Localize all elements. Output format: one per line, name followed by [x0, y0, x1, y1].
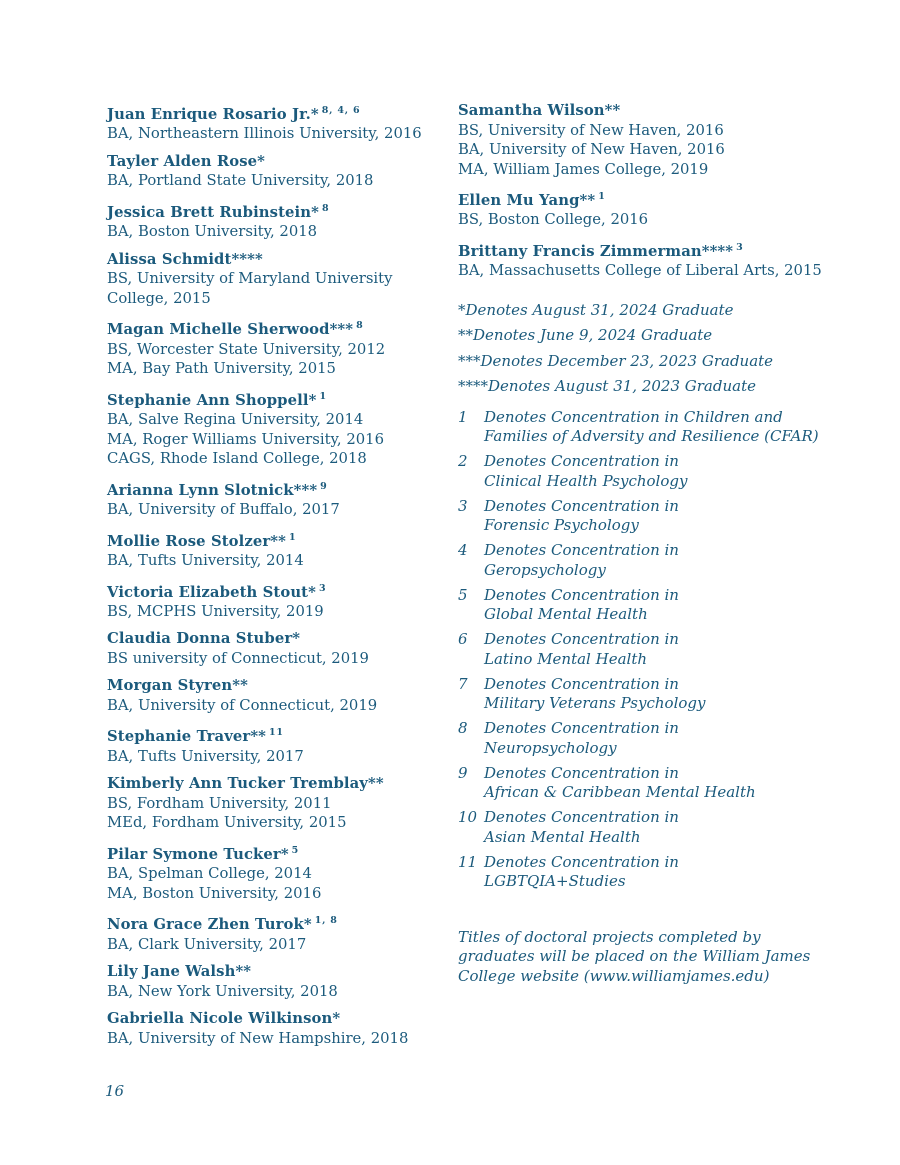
concentration-note-text [484, 675, 705, 714]
graduate-entry [107, 676, 452, 715]
concentration-note-number: 9 [458, 763, 468, 782]
graduate-name-text: Jessica Brett Rubinstein [107, 203, 312, 221]
concentration-note-line: Denotes Concentration in [484, 674, 679, 693]
graduate-note-numbers: 8 [356, 320, 364, 332]
graduate-name-text: Gabriella Nicole Wilkinson [107, 1010, 333, 1028]
concentration-note [458, 452, 888, 491]
date-note: ****Denotes August 31, 2023 Graduate [458, 377, 756, 396]
graduate-degree-line: CAGS, Rhode Island College, 2018 [107, 450, 367, 468]
graduate-degree-line: BS, University of Maryland University [107, 270, 393, 288]
concentration-note-text [484, 541, 679, 580]
graduate-entry [107, 1009, 452, 1048]
concentration-note-line: Asian Mental Health [484, 827, 641, 846]
graduate-name-text: Morgan Styren [107, 677, 233, 695]
graduate-name [458, 238, 888, 261]
concentration-note-text [484, 630, 679, 669]
graduate-degree-line: MA, Bay Path University, 2015 [107, 360, 336, 378]
concentration-note-line: Denotes Concentration in [484, 541, 679, 560]
graduate-name [107, 528, 452, 551]
concentration-note-number: 5 [458, 585, 468, 604]
graduate-name [107, 911, 452, 934]
graduate-name-text: Tayler Alden Rose [107, 152, 258, 170]
graduate-degree-line: BS, Boston College, 2016 [458, 211, 649, 229]
graduate-date-stars: ** [368, 775, 384, 793]
concentration-note-text [484, 719, 679, 758]
graduates-column-right [458, 101, 888, 281]
graduate-degree-line: MA, Roger Williams University, 2016 [107, 430, 384, 448]
graduate-name [107, 199, 452, 222]
concentration-note-line: Denotes Concentration in [484, 852, 679, 871]
graduate-note-numbers: 1 [288, 531, 297, 543]
concentration-note [458, 764, 888, 803]
graduate-name [107, 101, 452, 124]
graduate-name-text: Magan Michelle Sherwood [107, 321, 330, 339]
graduate-note-numbers: 1, 8 [314, 915, 338, 927]
graduate-note-numbers: 1 [598, 191, 606, 202]
graduate-name [107, 841, 452, 864]
graduate-degree-line: BA, University of New Hampshire, 2018 [107, 1029, 409, 1047]
graduate-date-stars: ** [232, 677, 248, 695]
graduate-degree-line: BA, Massachusetts College of Liberal Arts, 2015 [458, 262, 822, 280]
graduate-name-text: Lily Jane Walsh [107, 963, 236, 981]
graduate-name [107, 962, 452, 982]
graduate-date-stars: **** [701, 242, 734, 260]
concentration-note-number: 11 [458, 852, 478, 871]
graduate-name [107, 152, 452, 172]
graduate-entry [107, 199, 452, 242]
graduate-date-stars: *** [293, 481, 318, 499]
concentration-note [458, 541, 888, 580]
graduate-date-stars: * [308, 583, 316, 601]
concentration-note-line: Clinical Health Psychology [484, 471, 688, 490]
graduate-degree-line: College, 2015 [107, 289, 211, 307]
concentration-note-number: 2 [458, 452, 468, 471]
date-note: ***Denotes December 23, 2023 Graduate [458, 351, 774, 370]
graduate-date-stars: * [280, 845, 289, 863]
concentration-note [458, 497, 888, 536]
graduate-note-numbers: 9 [320, 480, 328, 492]
concentration-note [458, 675, 888, 714]
graduate-degree-line: BA, Tufts University, 2017 [107, 747, 304, 765]
date-note: **Denotes June 9, 2024 Graduate [458, 326, 713, 345]
graduate-date-stars: **** [231, 250, 263, 268]
closing-note-line: College website (www.williamjames.edu) [458, 966, 770, 985]
graduate-entry [107, 528, 452, 571]
graduate-date-stars: * [311, 203, 319, 221]
concentration-note-line: Denotes Concentration in [484, 808, 679, 827]
graduate-entry [107, 250, 452, 309]
date-note: *Denotes August 31, 2024 Graduate [458, 300, 734, 319]
graduate-name [107, 579, 452, 602]
graduate-degree-line: BS university of Connecticut, 2019 [107, 649, 369, 667]
concentration-note-line: African & Caribbean Mental Health [484, 783, 756, 802]
graduate-note-numbers: 3 [318, 582, 327, 594]
graduates-column-left [107, 101, 452, 1056]
concentration-note-line: Denotes Concentration in [484, 763, 679, 782]
concentration-note-line: Denotes Concentration in Children and [484, 407, 783, 426]
graduate-entry [107, 101, 452, 144]
graduate-name-text: Nora Grace Zhen Turok [107, 916, 304, 934]
concentration-notes-list [458, 408, 888, 892]
graduate-entry [107, 911, 452, 954]
graduate-date-stars: *** [329, 321, 354, 339]
concentration-note-line: Families of Adversity and Resilience (CFAR) [484, 427, 819, 446]
graduate-entry [458, 238, 888, 281]
concentration-note-line: Denotes Concentration in [484, 496, 679, 515]
graduate-degree-line: BS, University of New Haven, 2016 [458, 121, 724, 139]
concentration-note [458, 630, 888, 669]
graduate-entry [458, 187, 888, 230]
concentration-note [458, 408, 888, 447]
graduate-date-stars: ** [579, 191, 596, 209]
graduate-name [107, 250, 452, 270]
concentration-note-number: 10 [458, 808, 478, 827]
graduate-date-stars: * [308, 391, 317, 409]
graduate-name [458, 101, 888, 121]
closing-note-line: graduates will be placed on the William James [458, 947, 811, 966]
graduate-entry [107, 629, 452, 668]
graduate-date-stars: * [303, 916, 312, 934]
graduate-entry [458, 101, 888, 179]
graduate-name [107, 629, 452, 649]
graduate-note-numbers: 1 [319, 390, 327, 402]
graduate-name [107, 723, 452, 746]
graduate-entry [107, 477, 452, 520]
graduate-entry [107, 962, 452, 1001]
graduate-degree-line: BA, Northeastern Illinois University, 2016 [107, 125, 422, 143]
graduate-name [107, 774, 452, 794]
graduate-name-text: Victoria Elizabeth Stout [107, 583, 309, 601]
concentration-note-number: 1 [458, 407, 468, 426]
graduate-name-text: Stephanie Ann Shoppell [107, 391, 309, 409]
graduate-name-text: Stephanie Traver [107, 728, 251, 746]
concentration-note [458, 808, 888, 847]
concentration-note-line: Military Veterans Psychology [484, 694, 706, 713]
graduate-date-stars: * [292, 630, 301, 648]
graduate-note-numbers: 8 [321, 202, 330, 214]
closing-note-line: Titles of doctoral projects completed by [458, 927, 761, 946]
graduate-name-text: Pilar Symone Tucker [107, 845, 281, 863]
graduate-date-stars: ** [604, 102, 621, 119]
graduate-name-text: Brittany Francis Zimmerman [458, 242, 702, 260]
page-number: 16 [105, 1082, 125, 1100]
graduate-entry [107, 316, 452, 378]
concentration-note [458, 586, 888, 625]
graduate-name [107, 676, 452, 696]
concentration-note-number: 7 [458, 674, 468, 693]
graduate-note-numbers: 8, 4, 6 [321, 105, 361, 116]
graduate-name [107, 387, 452, 410]
concentration-note-line: Global Mental Health [484, 605, 648, 624]
concentration-note-line: Geropsychology [484, 560, 606, 579]
graduate-degree-line: BS, Fordham University, 2011 [107, 794, 332, 812]
graduate-entry [107, 774, 452, 833]
graduate-date-stars: * [257, 152, 265, 170]
graduate-entry [107, 723, 452, 766]
graduate-date-stars: * [310, 105, 319, 123]
graduate-name [107, 1009, 452, 1029]
graduate-degree-line: BA, University of New Haven, 2016 [458, 141, 725, 158]
concentration-note-text [484, 497, 679, 536]
closing-note [458, 928, 888, 987]
concentration-note-number: 4 [458, 541, 468, 560]
graduate-name-text: Juan Enrique Rosario Jr. [107, 105, 311, 123]
concentration-note-text [484, 408, 819, 447]
concentration-note-text [484, 586, 679, 625]
graduate-degree-line: BS, Worcester State University, 2012 [107, 340, 386, 358]
concentration-note-text [484, 808, 679, 847]
graduate-note-numbers: 5 [291, 844, 300, 856]
graduate-degree-line: BS, MCPHS University, 2019 [107, 602, 324, 620]
graduate-name [107, 477, 452, 500]
concentration-note-number: 6 [458, 630, 468, 649]
graduate-name-text: Claudia Donna Stuber [107, 630, 293, 648]
concentration-note-text [484, 452, 687, 491]
concentration-note-line: Latino Mental Health [484, 649, 648, 668]
graduate-degree-line: BA, Spelman College, 2014 [107, 865, 312, 883]
graduate-name-text: Alissa Schmidt [107, 250, 232, 268]
graduation-date-notes [458, 298, 888, 400]
graduate-entry [107, 152, 452, 191]
graduate-entry [107, 579, 452, 622]
concentration-note-line: Forensic Psychology [484, 516, 639, 535]
graduate-degree-line: MA, William James College, 2019 [458, 160, 709, 178]
graduate-date-stars: ** [250, 728, 266, 746]
graduate-name-text: Kimberly Ann Tucker Tremblay [107, 775, 369, 793]
concentration-note-line: Denotes Concentration in [484, 585, 679, 604]
concentration-note-line: Denotes Concentration in [484, 630, 679, 649]
graduate-name-text: Arianna Lynn Slotnick [107, 481, 294, 499]
graduate-degree-line: BA, University of Connecticut, 2019 [107, 696, 378, 714]
graduate-degree-line: BA, Tufts University, 2014 [107, 552, 304, 570]
graduate-degree-line: BA, Salve Regina University, 2014 [107, 411, 364, 429]
graduate-name-text: Samantha Wilson [458, 102, 605, 119]
concentration-note-number: 3 [458, 496, 468, 515]
concentration-note-number: 8 [458, 719, 468, 738]
graduate-date-stars: ** [270, 532, 286, 550]
concentration-note-line: Denotes Concentration in [484, 719, 679, 738]
concentration-note-line: Denotes Concentration in [484, 452, 679, 471]
concentration-note [458, 853, 888, 892]
graduate-name-text: Ellen Mu Yang [458, 191, 580, 209]
graduate-degree-line: MA, Boston University, 2016 [107, 884, 322, 902]
right-column [458, 101, 888, 986]
graduate-entry [107, 841, 452, 903]
graduate-degree-line: BA, Boston University, 2018 [107, 223, 318, 241]
graduate-entry [107, 387, 452, 469]
graduate-name-text: Mollie Rose Stolzer [107, 532, 271, 550]
graduate-date-stars: ** [235, 963, 252, 981]
graduate-note-numbers: 11 [269, 727, 284, 739]
graduate-degree-line: BA, University of Buffalo, 2017 [107, 501, 340, 519]
graduate-degree-line: BA, Portland State University, 2018 [107, 172, 374, 190]
concentration-note [458, 719, 888, 758]
graduate-degree-line: MEd, Fordham University, 2015 [107, 814, 347, 832]
graduate-note-numbers: 3 [736, 241, 744, 253]
concentration-note-text [484, 853, 679, 892]
graduate-name [107, 316, 452, 339]
concentration-note-line: LGBTQIA+Studies [484, 872, 626, 891]
concentration-note-text [484, 764, 756, 803]
graduate-degree-line: BA, Clark University, 2017 [107, 935, 307, 953]
concentration-note-line: Neuropsychology [484, 738, 617, 757]
graduate-degree-line: BA, New York University, 2018 [107, 982, 338, 1000]
graduate-date-stars: * [332, 1010, 341, 1028]
graduate-name [458, 187, 888, 210]
